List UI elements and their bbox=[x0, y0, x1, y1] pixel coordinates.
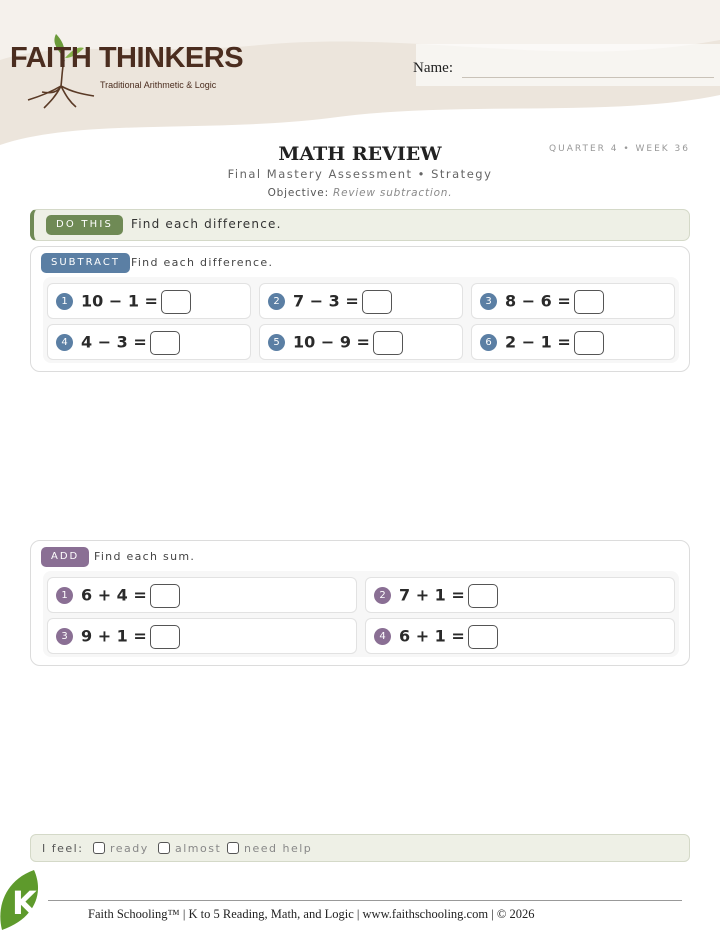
checkbox[interactable] bbox=[93, 842, 105, 854]
feel-label: I feel: bbox=[42, 842, 84, 855]
subtract-problem bbox=[471, 324, 675, 360]
do-this-pill: DO THIS bbox=[46, 215, 123, 235]
feel-option-almost[interactable]: almost bbox=[158, 842, 221, 855]
answer-box[interactable] bbox=[574, 290, 604, 314]
problem-expression: 7 − 3 = bbox=[293, 290, 392, 314]
brand-name: FAITH THINKERS bbox=[10, 42, 244, 74]
quarter-week-label: QUARTER 4 • WEEK 36 bbox=[549, 144, 690, 154]
footer-text: Faith Schooling™ | K to 5 Reading, Math, and Logic | www.faithschooling.com | © 2026 bbox=[88, 907, 535, 921]
problem-number-badge: 1 bbox=[56, 293, 73, 310]
problem-expression: 6 + 1 = bbox=[399, 625, 498, 649]
problem-expression: 10 − 9 = bbox=[293, 331, 403, 355]
problem-expression: 7 + 1 = bbox=[399, 584, 498, 608]
problem-expression: 9 + 1 = bbox=[81, 625, 180, 649]
answer-box[interactable] bbox=[150, 625, 180, 649]
do-this-text: Find each difference. bbox=[131, 217, 282, 231]
answer-box[interactable] bbox=[468, 584, 498, 608]
brand-tagline: Traditional Arithmetic & Logic bbox=[100, 80, 217, 90]
add-pill: ADD bbox=[41, 547, 89, 567]
add-problem bbox=[47, 577, 357, 613]
subtract-problem bbox=[259, 324, 463, 360]
brand-logo bbox=[6, 30, 246, 110]
answer-box[interactable] bbox=[468, 625, 498, 649]
add-problem-tray bbox=[43, 571, 679, 657]
add-problem bbox=[365, 577, 675, 613]
answer-box[interactable] bbox=[150, 584, 180, 608]
footer-divider bbox=[48, 900, 682, 901]
problem-number-badge: 5 bbox=[268, 334, 285, 351]
problem-expression: 4 − 3 = bbox=[81, 331, 180, 355]
subtract-pill: SUBTRACT bbox=[41, 253, 130, 273]
checkbox[interactable] bbox=[227, 842, 239, 854]
add-problem bbox=[365, 618, 675, 654]
problem-number-badge: 1 bbox=[56, 587, 73, 604]
problem-expression: 10 − 1 = bbox=[81, 290, 191, 314]
feel-option-need-help[interactable]: need help bbox=[227, 842, 312, 855]
subtract-problem-tray bbox=[43, 277, 679, 363]
objective-value: Review subtraction. bbox=[333, 187, 453, 199]
page-subtitle: Final Mastery Assessment • Strategy bbox=[227, 167, 493, 181]
feel-option-ready[interactable]: ready bbox=[93, 842, 149, 855]
name-label: Name: bbox=[413, 60, 453, 76]
problem-number-badge: 3 bbox=[56, 628, 73, 645]
problem-number-badge: 6 bbox=[480, 334, 497, 351]
subtract-problem bbox=[471, 283, 675, 319]
answer-box[interactable] bbox=[362, 290, 392, 314]
problem-number-badge: 2 bbox=[374, 587, 391, 604]
answer-box[interactable] bbox=[150, 331, 180, 355]
objective-label: Objective: bbox=[267, 187, 329, 199]
self-assessment-bar bbox=[30, 834, 690, 862]
problem-number-badge: 4 bbox=[56, 334, 73, 351]
problem-number-badge: 4 bbox=[374, 628, 391, 645]
subtract-problem bbox=[47, 283, 251, 319]
objective-line bbox=[0, 187, 720, 199]
problem-number-badge: 2 bbox=[268, 293, 285, 310]
answer-box[interactable] bbox=[373, 331, 403, 355]
svg-text:K: K bbox=[12, 884, 37, 922]
add-problem bbox=[47, 618, 357, 654]
answer-box[interactable] bbox=[574, 331, 604, 355]
add-section bbox=[30, 540, 690, 666]
add-instruction: Find each sum. bbox=[94, 550, 196, 563]
problem-expression: 6 + 4 = bbox=[81, 584, 180, 608]
problem-number-badge: 3 bbox=[480, 293, 497, 310]
page-title: MATH REVIEW bbox=[278, 143, 442, 165]
problem-expression: 2 − 1 = bbox=[505, 331, 604, 355]
subtract-problem bbox=[47, 324, 251, 360]
answer-box[interactable] bbox=[161, 290, 191, 314]
problem-expression: 8 − 6 = bbox=[505, 290, 604, 314]
subtract-section bbox=[30, 246, 690, 372]
do-this-banner bbox=[30, 209, 690, 241]
subtract-instruction: Find each difference. bbox=[131, 256, 274, 269]
subtract-problem bbox=[259, 283, 463, 319]
name-box bbox=[416, 44, 720, 86]
k-leaf-icon bbox=[0, 866, 48, 932]
name-input-line[interactable] bbox=[462, 77, 714, 78]
checkbox[interactable] bbox=[158, 842, 170, 854]
